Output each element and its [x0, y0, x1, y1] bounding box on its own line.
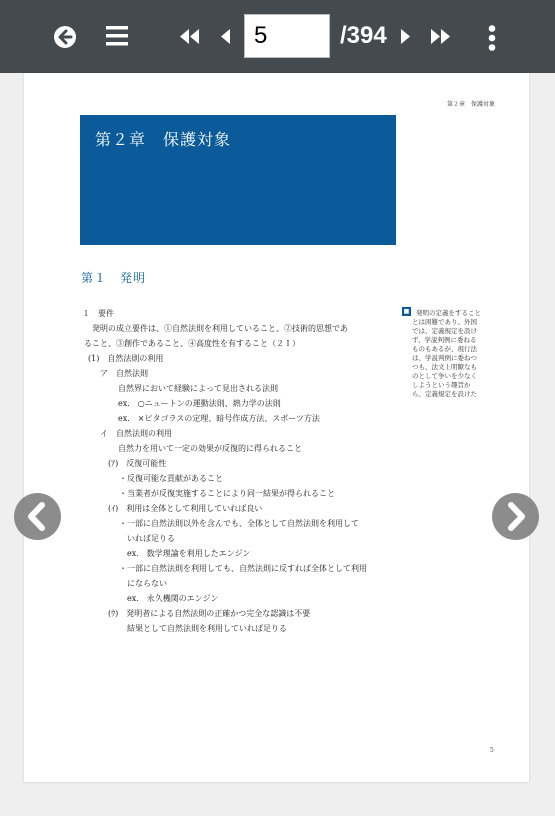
body-line: ・一部に自然法則以外を含んでも、全体として自然法則を利用して [119, 519, 359, 528]
sidenote-line: は、学説判例に委ねつ [412, 354, 477, 362]
sidenote-line: しようという趣旨か [412, 381, 471, 389]
body-line: 結果として自然法則を利用していれば足りる [127, 624, 287, 633]
body-line: (1) 自然法則の利用 [88, 354, 164, 363]
body-line: 発明の成立要件は、①自然法則を利用していること、②技術的思想であ [84, 324, 348, 333]
body-line: ・当業者が反復実施することにより同一結果が得られること [119, 489, 335, 498]
double-chevron-left-icon [180, 29, 200, 44]
chevron-left-icon [14, 493, 61, 540]
last-page-button[interactable] [430, 29, 450, 44]
sidenote-line: とは困難であり、外国 [412, 318, 477, 326]
body-line: ・反復可能な貢献があること [119, 474, 223, 483]
sidenote-line: では、定義規定を設け [412, 327, 477, 335]
section-title: 第１ 発明 [81, 271, 147, 285]
body-line: いれば足りる [127, 534, 175, 543]
menu-button[interactable] [106, 26, 128, 46]
body-line: (ｱ) 反復可能性 [108, 459, 167, 468]
sidenote-line: のとして争いを少なく [412, 372, 477, 380]
circle-arrow-left-icon [53, 25, 77, 49]
sidenote-line: ものもあるが、現行法 [412, 345, 477, 353]
vertical-dots-icon [488, 25, 496, 51]
body-line: (ｳ) 発明者による自然法則の正確かつ完全な認識は不要 [108, 609, 311, 618]
chevron-right-icon [400, 29, 410, 44]
body-line: にならない [127, 579, 167, 588]
first-page-button[interactable] [180, 29, 200, 44]
sidenote-marker: ■ [403, 308, 410, 315]
body-line: イ 自然法則の利用 [100, 429, 172, 438]
toolbar [0, 0, 555, 73]
document-page [24, 73, 529, 782]
body-line: ア 自然法則 [100, 369, 148, 378]
sidenote-line: つも、法文上明瞭なも [412, 363, 477, 371]
body-line: (ｲ) 利用は全体として利用していれば良い [108, 504, 263, 513]
page-total-label: /394 [340, 22, 387, 49]
next-page-button[interactable] [400, 29, 410, 44]
body-line: 自然力を用いて一定の効果が反復的に得られること [118, 444, 302, 453]
body-line: ・一部に自然法則を利用しても、自然法則に反すれば全体として利用 [119, 564, 367, 573]
body-line: ex. ○ニュートンの運動法則、熱力学の法則 [118, 399, 281, 408]
prev-page-button[interactable] [221, 29, 231, 44]
double-chevron-right-icon [430, 29, 450, 44]
body-line: ること、③創作であること、④高度性を有すること（２Ｉ） [84, 339, 300, 348]
body-line: １ 要件 [82, 309, 114, 318]
sidenote-line: ら、定義規定を設けた [412, 390, 477, 398]
body-line: ex. ×ピタゴラスの定理、暗号作成方法、スポーツ方法 [118, 414, 320, 423]
sidenote-line: ず、学説判例に委ねる [412, 336, 477, 344]
page-number-input[interactable] [244, 14, 330, 58]
running-head: 第２章 保護対象 [446, 101, 495, 108]
body-line: ex. 数学理論を利用したエンジン [127, 549, 251, 558]
more-options-button[interactable] [488, 25, 496, 51]
chevron-right-icon [492, 493, 539, 540]
previous-page-arrow[interactable] [14, 493, 61, 540]
body-line: ex. 永久機関のエンジン [127, 594, 219, 603]
sidenote-line: 発明の定義をすること [416, 309, 481, 317]
body-line: 自然界において経験によって見出される法則 [118, 384, 278, 393]
chapter-header-box [80, 115, 396, 245]
hamburger-menu-icon [106, 26, 128, 46]
chapter-title: 第２章 保護対象 [95, 130, 232, 149]
chevron-left-icon [221, 29, 231, 44]
back-button[interactable] [53, 25, 77, 49]
next-page-arrow[interactable] [492, 493, 539, 540]
page-number: 5 [490, 747, 494, 754]
